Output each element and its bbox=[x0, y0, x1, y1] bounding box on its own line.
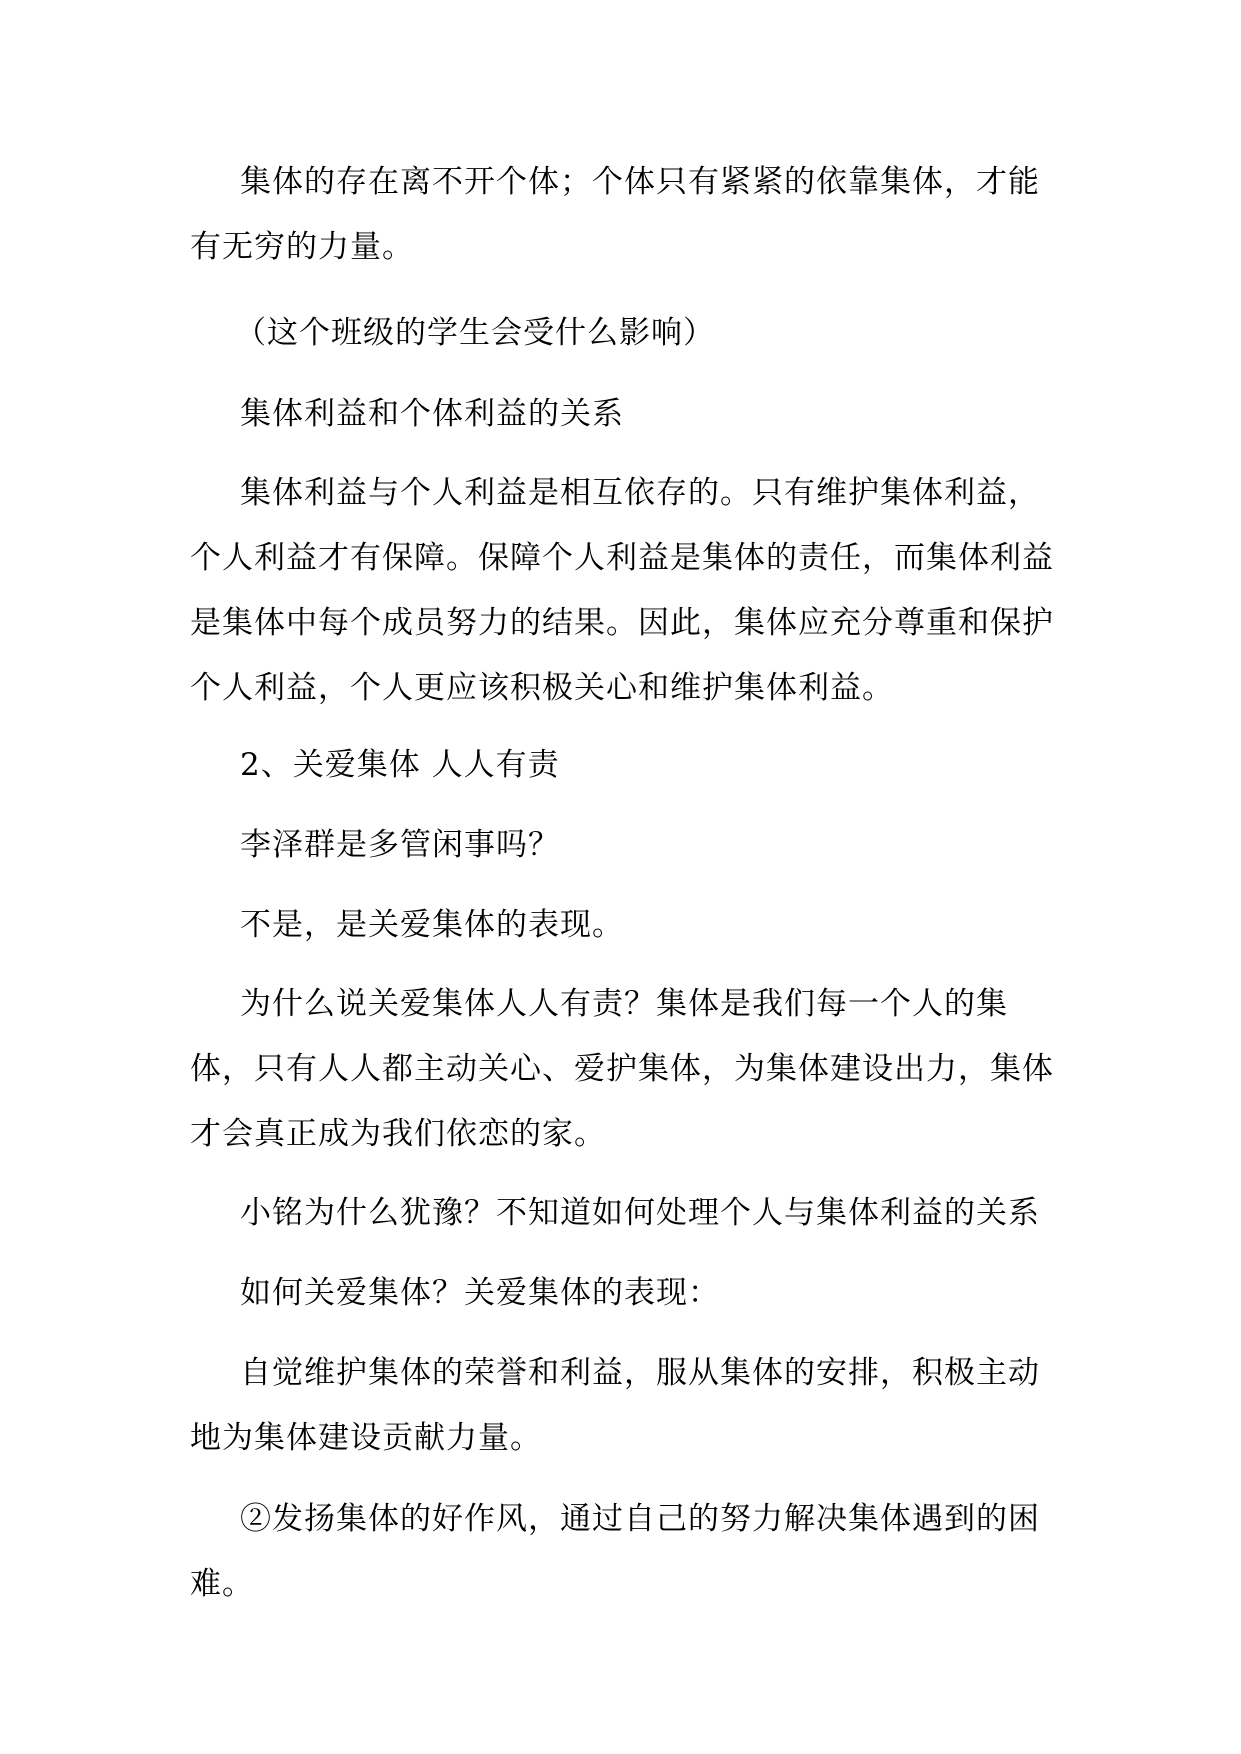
paragraph-4: 集体利益与个人利益是相互依存的。只有维护集体利益，个人利益才有保障。保障个人利益是集体的责任，而集体利益是集体中每个成员努力的结果。因此，集体应充分尊重和保护个人利益，个人更应该积极关心和维护集体利益。 bbox=[190, 475, 1054, 706]
paragraph-5: 2、关爱集体 人人有责 bbox=[240, 747, 560, 783]
paragraph-3: 集体利益和个体利益的关系 bbox=[240, 396, 624, 432]
paragraph-11: 自觉维护集体的荣誉和利益，服从集体的安排，积极主动地为集体建设贡献力量。 bbox=[190, 1355, 1040, 1456]
paragraph-8: 为什么说关爱集体人人有责？集体是我们每一个人的集体，只有人人都主动关心、爱护集体，为集体建设出力，集体才会真正成为我们依恋的家。 bbox=[190, 986, 1054, 1152]
paragraph-10: 如何关爱集体？关爱集体的表现： bbox=[240, 1275, 720, 1311]
paragraph-2: （这个班级的学生会受什么影响） bbox=[235, 315, 715, 351]
paragraph-9: 小铭为什么犹豫？不知道如何处理个人与集体利益的关系 bbox=[240, 1195, 1040, 1231]
paragraph-6: 李泽群是多管闲事吗？ bbox=[240, 827, 560, 863]
paragraph-1: 集体的存在离不开个体；个体只有紧紧的依靠集体，才能有无穷的力量。 bbox=[190, 164, 1040, 265]
paragraph-12: ②发扬集体的好作风，通过自己的努力解决集体遇到的困难。 bbox=[190, 1501, 1040, 1602]
paragraph-7: 不是，是关爱集体的表现。 bbox=[240, 907, 624, 943]
